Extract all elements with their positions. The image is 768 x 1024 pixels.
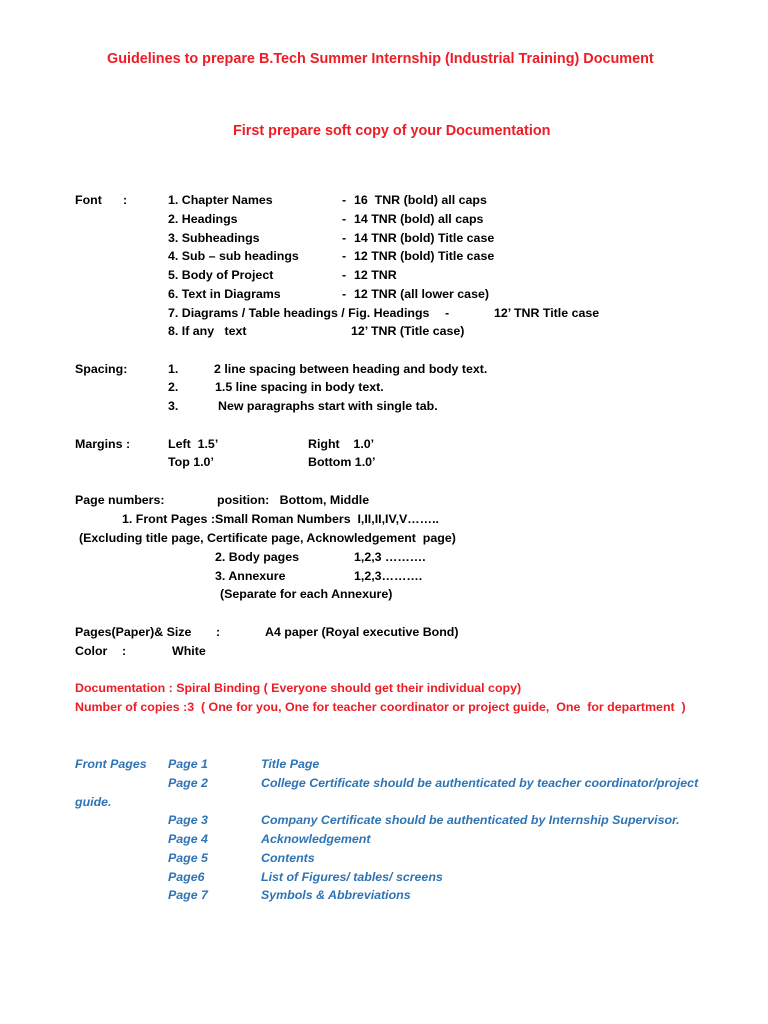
page-numbers-label: Page numbers:	[75, 493, 165, 507]
margins-label: Margins :	[75, 437, 131, 451]
body-pages-value: 1,2,3 ……….	[354, 550, 426, 564]
font-colon: :	[123, 193, 128, 207]
copies-instruction: Number of copies :3 ( One for you, One for teacher coordinator or project guide, One for department )	[75, 700, 686, 714]
list-item-desc: Company Certificate should be authenticated by Internship Supervisor.	[261, 813, 680, 827]
front-pages-exclusion: (Excluding title page, Certificate page, Acknowledgement page)	[79, 531, 456, 545]
font-item-dash: -	[342, 287, 347, 301]
list-item-desc: List of Figures/ tables/ screens	[261, 870, 443, 884]
font-item-name: 2. Headings	[168, 212, 238, 226]
font-item-dash: -	[342, 193, 347, 207]
margin-bottom: Bottom 1.0’	[308, 455, 376, 469]
list-item-desc-continuation: guide.	[75, 795, 112, 809]
spacing-item-number: 1.	[168, 362, 179, 376]
font-item-name: 1. Chapter Names	[168, 193, 273, 207]
font-item-spec: 12 TNR (bold) Title case	[354, 249, 495, 263]
page-numbers-position: position: Bottom, Middle	[217, 493, 370, 507]
spacing-item-text: New paragraphs start with single tab.	[218, 399, 438, 413]
margin-left: Left 1.5’	[168, 437, 219, 451]
list-item-page: Page 4	[168, 832, 208, 846]
paper-color-value: White	[172, 644, 206, 658]
binding-instruction: Documentation : Spiral Binding ( Everyone should get their individual copy)	[75, 681, 522, 695]
list-item-desc: Symbols & Abbreviations	[261, 888, 411, 902]
list-item-page: Page 3	[168, 813, 208, 827]
annexure-value: 1,2,3……….	[354, 569, 423, 583]
spacing-item-text: 1.5 line spacing in body text.	[215, 380, 384, 394]
annexure-note: (Separate for each Annexure)	[220, 587, 393, 601]
list-item-page: Page 2	[168, 776, 208, 790]
font-item-name: 6. Text in Diagrams	[168, 287, 281, 301]
front-pages-numbering: 1. Front Pages :Small Roman Numbers I,II,II,IV,V……..	[122, 512, 439, 526]
font-item-spec: 14 TNR (bold) all caps	[354, 212, 484, 226]
paper-size-colon: :	[216, 625, 221, 639]
margin-right: Right 1.0’	[308, 437, 375, 451]
paper-size-label: Pages(Paper)& Size	[75, 625, 192, 639]
list-item-desc: Acknowledgement	[261, 832, 371, 846]
font-item-name: 7. Diagrams / Table headings / Fig. Headings	[168, 306, 430, 320]
font-item-spec: 16 TNR (bold) all caps	[354, 193, 487, 207]
font-label: Font	[75, 193, 102, 207]
annexure-label: 3. Annexure	[215, 569, 286, 583]
list-item-page: Page 1	[168, 757, 208, 771]
font-item-name: 3. Subheadings	[168, 231, 260, 245]
font-item-name: 4. Sub – sub headings	[168, 249, 299, 263]
list-item-desc: Contents	[261, 851, 315, 865]
list-item-desc: Title Page	[261, 757, 320, 771]
font-item-dash: -	[445, 306, 450, 320]
font-item-spec: 14 TNR (bold) Title case	[354, 231, 495, 245]
margin-top: Top 1.0’	[168, 455, 214, 469]
spacing-item-number: 2.	[168, 380, 179, 394]
body-pages-label: 2. Body pages	[215, 550, 300, 564]
list-item-desc: College Certificate should be authenticated by teacher coordinator/project	[261, 776, 699, 790]
paper-size-value: A4 paper (Royal executive Bond)	[265, 625, 459, 639]
font-item-spec: 12 TNR	[354, 268, 397, 282]
list-item-page: Page 5	[168, 851, 208, 865]
font-item-spec: 12’ TNR Title case	[494, 306, 600, 320]
font-item-name: 8. If any text	[168, 324, 247, 338]
list-item-page: Page6	[168, 870, 205, 884]
document-subtitle: First prepare soft copy of your Documentation	[233, 123, 551, 139]
font-item-spec: 12 TNR (all lower case)	[354, 287, 489, 301]
font-item-dash: -	[342, 249, 347, 263]
front-pages-label: Front Pages	[75, 757, 147, 771]
list-item-page: Page 7	[168, 888, 208, 902]
font-item-dash: -	[342, 212, 347, 226]
paper-color-label: Color	[75, 644, 108, 658]
spacing-item-text: 2 line spacing between heading and body text.	[214, 362, 488, 376]
spacing-item-number: 3.	[168, 399, 179, 413]
font-item-name: 5. Body of Project	[168, 268, 274, 282]
font-item-dash: -	[342, 268, 347, 282]
document-title: Guidelines to prepare B.Tech Summer Internship (Industrial Training) Document	[107, 51, 654, 67]
font-item-spec: 12’ TNR (Title case)	[351, 324, 465, 338]
paper-color-colon: :	[122, 644, 127, 658]
font-item-dash: -	[342, 231, 347, 245]
spacing-label: Spacing:	[75, 362, 128, 376]
